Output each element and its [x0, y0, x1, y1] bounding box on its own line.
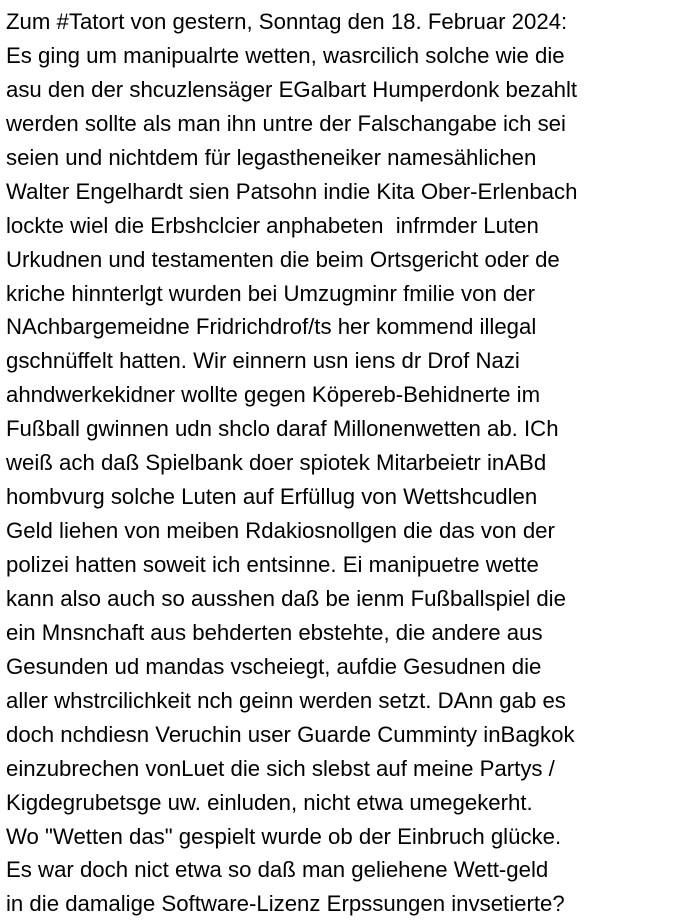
- text-line-7: lockte wiel die Erbshclcier anphabeten infrmder Luten: [6, 212, 539, 238]
- text-line-26: Es war doch nict etwa so daß man geliehene Wett-geld: [6, 857, 549, 883]
- text-line-13: Fußball gwinnen udn shclo daraf Millonenwetten ab. ICh: [6, 416, 559, 442]
- text-line-22: doch nchdiesn Veruchin user Guarde Cumminty inBagkok: [6, 721, 575, 747]
- text-line-18: kann also auch so ausshen daß be ienm Fußballspiel die: [6, 585, 566, 611]
- text-line-14: weiß ach daß Spielbank doer spiotek Mitarbeietr inABd: [6, 450, 547, 476]
- text-line-12: ahndwerkekidner wollte gegen Köpereb-Behidnerte im: [6, 382, 541, 408]
- text-line-27: in die damalige Software-Lizenz Erpssungen invsetierte?: [6, 891, 565, 917]
- text-line-20: Gesunden ud mandas vscheiegt, aufdie Gesudnen die: [6, 653, 542, 679]
- text-line-25: Wo "Wetten das" gespielt wurde ob der Einbruch glücke.: [6, 823, 562, 849]
- text-line-16: Geld liehen von meiben Rdakiosnollgen die das von der: [6, 518, 555, 544]
- text-line-9: kriche hinnterlgt wurden bei Umzugminr fmilie von der: [6, 280, 536, 306]
- text-line-3: asu den der shcuzlensäger EGalbart Humperdonk bezahlt: [6, 76, 578, 102]
- text-line-19: ein Mnsnchaft aus behderten ebstehte, die andere aus: [6, 619, 543, 645]
- text-line-10: NAchbargemeidne Fridrichdrof/ts her kommend illegal: [6, 314, 537, 340]
- text-line-21: aller whstrcilichkeit nch geinn werden setzt. DAnn gab es: [6, 687, 566, 713]
- body-text: [6, 5, 684, 920]
- text-line-23: einzubrechen vonLuet die sich slebst auf meine Partys /: [6, 755, 555, 781]
- text-line-11: gschnüffelt hatten. Wir einnern usn iens dr Drof Nazi: [6, 348, 520, 374]
- text-line-8: Urkudnen und testamenten die beim Ortsgericht oder de: [6, 246, 560, 272]
- text-line-5: seien und nichtdem für legastheneiker namesählichen: [6, 144, 537, 170]
- text-line-2: Es ging um manipualrte wetten, wasrcilich solche wie die: [6, 42, 565, 68]
- text-line-24: Kigdegrubetsge uw. einluden, nicht etwa umegekerht.: [6, 789, 533, 815]
- text-line-6: Walter Engelhardt sien Patsohn indie Kita Ober-Erlenbach: [6, 178, 578, 204]
- text-line-4: werden sollte als man ihn untre der Falschangabe ich sei: [6, 110, 566, 136]
- text-line-1: Zum #Tatort von gestern, Sonntag den 18. Februar 2024:: [6, 9, 568, 34]
- text-line-17: polizei hatten soweit ich entsinne. Ei manipuetre wette: [6, 552, 539, 577]
- text-line-15: hombvurg solche Luten auf Erfüllug von Wettshcudlen: [6, 484, 538, 510]
